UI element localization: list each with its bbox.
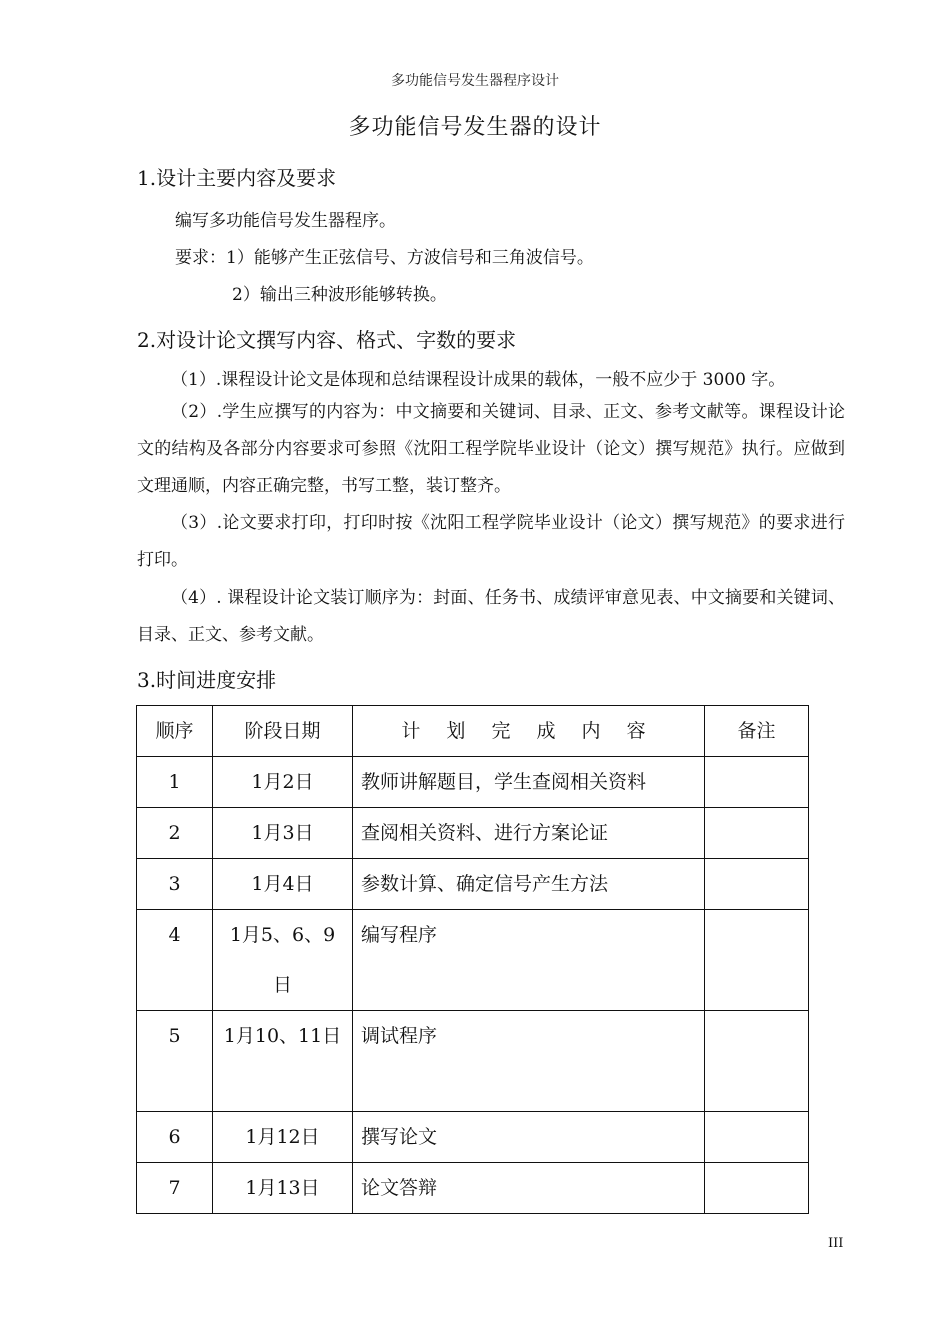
row-number: 4 xyxy=(137,910,213,1011)
requirement-item-2: （2）.学生应撰写的内容为：中文摘要和关键词、目录、正文、参考文献等。课程设计论文的结构及各部分内容要求可参照《沈阳工程学院毕业设计（论文）撰写规范》执行。应做到文理通顺，内容正确完整，书写工整，装订整齐。 xyxy=(137,402,845,496)
header-note: 备注 xyxy=(705,706,809,757)
table-row xyxy=(137,1163,809,1214)
requirement-item-1: （1）.课程设计论文是体现和总结课程设计成果的载体，一般不应少于 3000 字。 xyxy=(171,370,786,390)
table-row xyxy=(137,910,809,1011)
row-note xyxy=(705,1112,809,1163)
row-number: 3 xyxy=(137,859,213,910)
row-note xyxy=(705,808,809,859)
row-content: 教师讲解题目，学生查阅相关资料 xyxy=(353,757,705,808)
table-row xyxy=(137,1011,809,1112)
table-row xyxy=(137,808,809,859)
row-note xyxy=(705,859,809,910)
row-content: 论文答辩 xyxy=(353,1163,705,1214)
row-number: 6 xyxy=(137,1112,213,1163)
schedule-table xyxy=(136,705,809,1214)
row-content: 编写程序 xyxy=(353,910,705,1011)
row-date: 1月4日 xyxy=(213,859,353,910)
header-date: 阶段日期 xyxy=(213,706,353,757)
requirement-item-3: （3）.论文要求打印，打印时按《沈阳工程学院毕业设计（论文）撰写规范》的要求进行打印。 xyxy=(137,513,845,570)
document-title: 多功能信号发生器的设计 xyxy=(348,115,602,140)
row-number: 5 xyxy=(137,1011,213,1112)
row-date: 1月3日 xyxy=(213,808,353,859)
row-note xyxy=(705,1011,809,1112)
row-date: 1月2日 xyxy=(213,757,353,808)
table-row xyxy=(137,1112,809,1163)
section-1-heading: 1.设计主要内容及要求 xyxy=(137,166,337,190)
row-content: 参数计算、确定信号产生方法 xyxy=(353,859,705,910)
task-text: 编写多功能信号发生器程序。 xyxy=(175,211,396,231)
row-number: 1 xyxy=(137,757,213,808)
section-2-heading: 2.对设计论文撰写内容、格式、字数的要求 xyxy=(137,328,517,352)
row-content: 撰写论文 xyxy=(353,1112,705,1163)
running-header: 多功能信号发生器程序设计 xyxy=(391,73,559,89)
row-date: 1月13日 xyxy=(213,1163,353,1214)
section-3-heading: 3.时间进度安排 xyxy=(137,668,277,692)
requirement-item-4: （4）. 课程设计论文装订顺序为：封面、任务书、成绩评审意见表、中文摘要和关键词、目录、正文、参考文献。 xyxy=(137,588,845,645)
row-content: 查阅相关资料、进行方案论证 xyxy=(353,808,705,859)
page-number: III xyxy=(828,1236,844,1251)
header-plan: 计 划 完 成 内 容 xyxy=(353,706,705,757)
table-row xyxy=(137,859,809,910)
row-note xyxy=(705,757,809,808)
requirement-2: 2）输出三种波形能够转换。 xyxy=(232,285,447,305)
row-note xyxy=(705,1163,809,1214)
row-note xyxy=(705,910,809,1011)
row-date: 1月5、6、9日 xyxy=(213,910,353,1011)
header-order: 顺序 xyxy=(137,706,213,757)
table-row xyxy=(137,757,809,808)
requirement-1: 要求：1）能够产生正弦信号、方波信号和三角波信号。 xyxy=(175,248,594,268)
row-content: 调试程序 xyxy=(353,1011,705,1112)
table-header-row xyxy=(137,706,809,757)
row-number: 7 xyxy=(137,1163,213,1214)
row-date: 1月10、11日 xyxy=(213,1011,353,1112)
row-date: 1月12日 xyxy=(213,1112,353,1163)
row-number: 2 xyxy=(137,808,213,859)
